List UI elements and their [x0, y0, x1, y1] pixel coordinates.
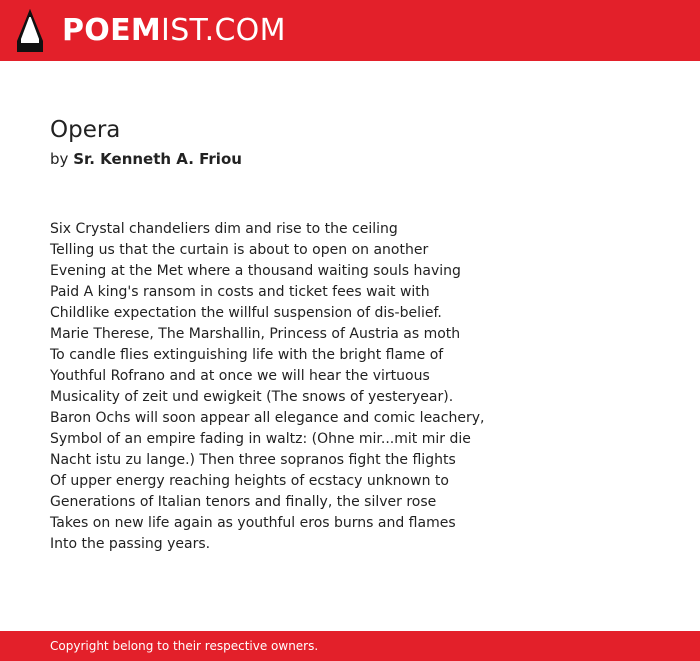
poem-line: Marie Therese, The Marshallin, Princess of Austria as moth: [50, 326, 461, 342]
pencil-icon[interactable]: [17, 9, 43, 52]
poem-line: Nacht istu zu lange.) Then three sopranos fight the flights: [50, 452, 456, 468]
poem-line: Youthful Rofrano and at once we will hear the virtuous: [50, 368, 430, 384]
poem-line: Childlike expectation the willful suspension of dis-belief.: [50, 305, 442, 321]
poem-line: Takes on new life again as youthful eros burns and flames: [50, 515, 456, 531]
site-footer: [0, 631, 700, 661]
poem-line: Symbol of an empire fading in waltz: (Ohne mir...mit mir die: [50, 431, 471, 447]
poem-line: Musicality of zeit und ewigkeit (The snows of yesteryear).: [50, 389, 454, 405]
poem-line: Of upper energy reaching heights of ecstacy unknown to: [50, 473, 449, 489]
poem-title: Opera: [50, 117, 121, 143]
by-label: by: [50, 150, 69, 168]
copyright-text: Copyright belong to their respective owners.: [50, 639, 319, 653]
poem-line: Evening at the Met where a thousand waiting souls having: [50, 263, 461, 279]
brand-bold-text: POEM: [62, 12, 162, 48]
poem-author: Sr. Kenneth A. Friou: [73, 150, 242, 168]
poem-line: Telling us that the curtain is about to open on another: [50, 242, 429, 258]
site-logo-text[interactable]: [62, 12, 286, 48]
poem-line: Paid A king's ransom in costs and ticket fees wait with: [50, 284, 430, 300]
poem-body: [50, 219, 650, 555]
poem-line: Six Crystal chandeliers dim and rise to the ceiling: [50, 221, 398, 237]
poem-byline: [50, 150, 242, 168]
site-header: [0, 0, 700, 61]
poem-line: To candle flies extinguishing life with the bright flame of: [50, 347, 444, 363]
brand-light-text: IST.COM: [161, 12, 286, 48]
poem-line: Baron Ochs will soon appear all elegance and comic leachery,: [50, 410, 485, 426]
poem-line: Into the passing years.: [50, 536, 211, 552]
poem-line: Generations of Italian tenors and finally, the silver rose: [50, 494, 437, 510]
